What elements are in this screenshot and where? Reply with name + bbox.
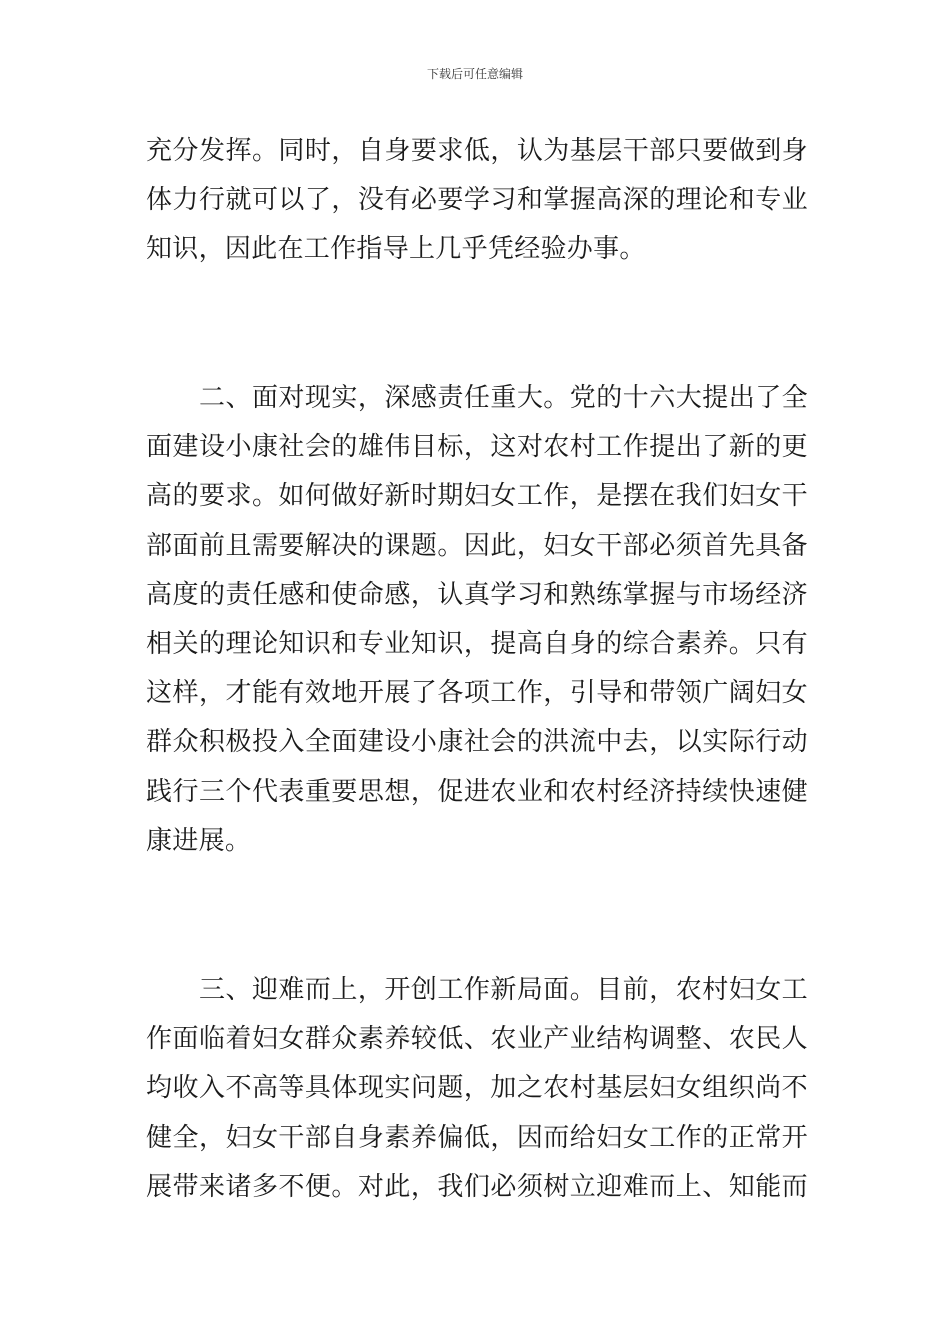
text-line: 群众积极投入全面建设小康社会的洪流中去，以实际行动 (146, 727, 808, 758)
text-line: 康进展。 (146, 825, 252, 856)
text-line: 部面前且需要解决的课题。因此，妇女干部必须首先具备 (146, 530, 808, 561)
text-line: 高的要求。如何做好新时期妇女工作，是摆在我们妇女干 (146, 481, 808, 512)
page-header-note: 下载后可任意编辑 (426, 67, 523, 81)
text-line: 高度的责任感和使命感，认真学习和熟练掌握与市场经济 (146, 579, 808, 610)
text-line: 充分发挥。同时，自身要求低，认为基层干部只要做到身 (146, 136, 808, 166)
text-line: 体力行就可以了，没有必要学习和掌握高深的理论和专业 (146, 185, 808, 216)
paragraph-2 (146, 374, 808, 866)
text-line: 知识，因此在工作指导上几乎凭经验办事。 (146, 234, 646, 265)
text-line: 作面临着妇女群众素养较低、农业产业结构调整、农民人 (146, 1024, 808, 1055)
paragraph-3 (146, 966, 808, 1212)
text-line: 相关的理论知识和专业知识，提高自身的综合素养。只有 (146, 629, 808, 660)
text-line: 健全，妇女干部自身素养偏低，因而给妇女工作的正常开 (146, 1122, 808, 1153)
text-line: 这样，才能有效地开展了各项工作，引导和带领广阔妇女 (146, 678, 808, 709)
text-line: 二、面对现实，深感责任重大。党的十六大提出了全 (146, 383, 808, 413)
paragraph-1 (146, 127, 808, 275)
text-line: 践行三个代表重要思想，促进农业和农村经济持续快速健 (146, 776, 808, 807)
text-line: 面建设小康社会的雄伟目标，这对农村工作提出了新的更 (146, 432, 808, 463)
text-line: 展带来诸多不便。对此，我们必须树立迎难而上、知能而 (146, 1171, 808, 1202)
text-line: 均收入不高等具体现实问题，加之农村基层妇女组织尚不 (146, 1073, 808, 1104)
text-line: 三、迎难而上，开创工作新局面。目前，农村妇女工 (146, 975, 808, 1005)
